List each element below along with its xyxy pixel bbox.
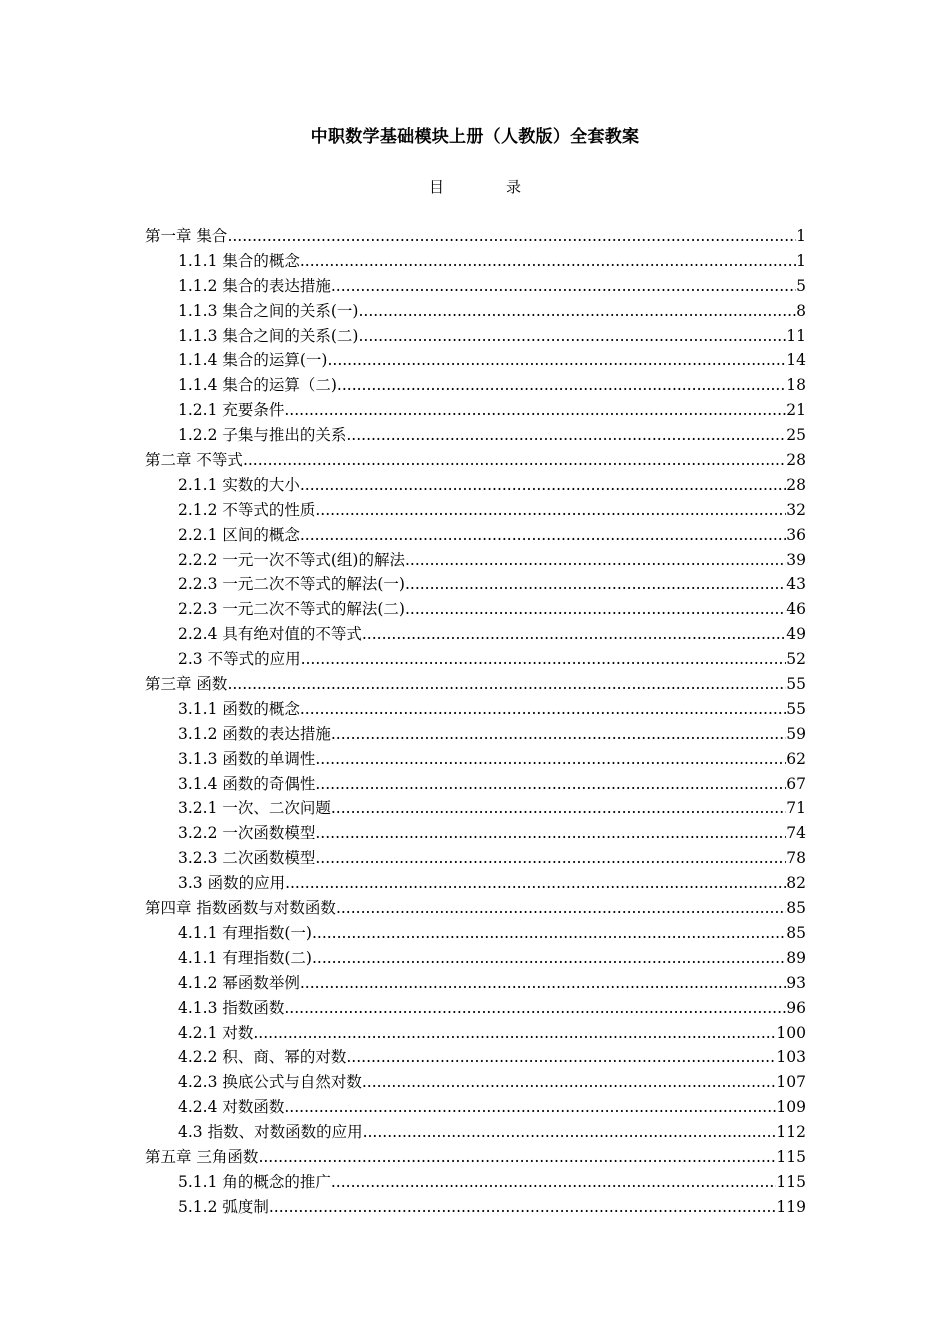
toc-entry-label: 4.1.1 有理指数(二) <box>178 948 312 967</box>
toc-page-number: 100 <box>776 1023 806 1042</box>
toc-section-entry[interactable] <box>145 348 806 373</box>
toc-dot-leader <box>315 846 786 871</box>
toc-heading-char-2: 录 <box>506 178 522 196</box>
table-of-contents <box>145 224 806 1220</box>
toc-dot-leader <box>363 1120 777 1145</box>
toc-dot-leader <box>300 473 786 498</box>
toc-entry-label: 4.2.3 换底公式与自然对数 <box>178 1073 362 1092</box>
toc-entry-label: 4.2.1 对数 <box>178 1023 254 1042</box>
toc-entry-label: 1.1.4 集合的运算（二) <box>178 376 337 395</box>
toc-dot-leader <box>301 647 787 672</box>
toc-page-number: 115 <box>776 1172 806 1191</box>
toc-entry-label: 2.1.1 实数的大小 <box>178 475 300 494</box>
toc-entry-label: 3.2.1 一次、二次问题 <box>178 799 331 818</box>
toc-dot-leader <box>284 1095 776 1120</box>
toc-entry-label: 第一章 集合 <box>145 227 228 245</box>
toc-page-number: 71 <box>786 799 806 818</box>
toc-section-entry[interactable] <box>145 846 806 871</box>
toc-section-entry[interactable] <box>145 324 806 349</box>
toc-dot-leader <box>269 1195 777 1220</box>
toc-dot-leader <box>315 747 786 772</box>
toc-section-entry[interactable] <box>145 423 806 448</box>
toc-page-number: 32 <box>786 500 806 519</box>
toc-entry-label: 第二章 不等式 <box>145 451 243 470</box>
toc-section-entry[interactable] <box>145 971 806 996</box>
toc-entry-label: 4.3 指数、对数函数的应用 <box>178 1123 363 1142</box>
toc-section-entry[interactable] <box>145 946 806 971</box>
toc-entry-label: 1.1.1 集合的概念 <box>178 251 300 270</box>
toc-page-number: 119 <box>776 1197 806 1216</box>
toc-entry-label: 2.2.4 具有绝对值的不等式 <box>178 625 362 644</box>
toc-page-number: 93 <box>786 973 806 992</box>
toc-entry-label: 4.2.2 积、商、幂的对数 <box>178 1048 347 1067</box>
toc-section-entry[interactable] <box>145 747 806 772</box>
toc-page-number: 55 <box>786 699 806 718</box>
toc-section-entry[interactable] <box>145 697 806 722</box>
toc-entry-label: 2.2.2 一元一次不等式(组)的解法 <box>178 550 405 569</box>
toc-dot-leader <box>227 224 796 249</box>
toc-dot-leader <box>285 871 786 896</box>
toc-page-number: 8 <box>796 301 806 320</box>
toc-entry-label: 3.1.2 函数的表达措施 <box>178 724 331 743</box>
toc-section-entry[interactable] <box>145 373 806 398</box>
toc-dot-leader <box>315 498 786 523</box>
toc-heading-char-1: 目 <box>428 178 444 196</box>
toc-page-number: 52 <box>786 650 806 669</box>
toc-dot-leader <box>358 324 786 349</box>
toc-section-entry[interactable] <box>145 548 806 573</box>
toc-section-entry[interactable] <box>145 821 806 846</box>
toc-page-number: 89 <box>786 948 806 967</box>
toc-dot-leader <box>300 697 786 722</box>
toc-page-number: 1 <box>796 251 806 270</box>
toc-dot-leader <box>327 348 786 373</box>
toc-entry-label: 3.2.2 一次函数模型 <box>178 824 316 843</box>
toc-dot-leader <box>331 722 786 747</box>
toc-chapter-entry[interactable] <box>145 448 806 473</box>
toc-dot-leader <box>358 299 796 324</box>
toc-section-entry[interactable] <box>145 796 806 821</box>
toc-page-number: 112 <box>776 1123 806 1142</box>
toc-section-entry[interactable] <box>145 772 806 797</box>
toc-dot-leader <box>346 1045 776 1070</box>
toc-chapter-entry[interactable] <box>145 224 806 249</box>
toc-section-entry[interactable] <box>145 921 806 946</box>
toc-entry-label: 3.1.1 函数的概念 <box>178 699 300 718</box>
toc-section-entry[interactable] <box>145 647 806 672</box>
toc-section-entry[interactable] <box>145 473 806 498</box>
toc-section-entry[interactable] <box>145 722 806 747</box>
toc-entry-label: 2.1.2 不等式的性质 <box>178 500 316 519</box>
toc-dot-leader <box>284 996 786 1021</box>
toc-page-number: 103 <box>776 1048 806 1067</box>
toc-entry-label: 第三章 函数 <box>145 675 228 694</box>
toc-page-number: 109 <box>776 1098 806 1117</box>
toc-section-entry[interactable] <box>145 523 806 548</box>
toc-entry-label: 第四章 指数函数与对数函数 <box>145 899 336 918</box>
toc-entry-label: 2.2.3 一元二次不等式的解法(一) <box>178 575 405 594</box>
toc-page-number: 55 <box>786 675 806 694</box>
toc-page-number: 43 <box>786 575 806 594</box>
toc-dot-leader <box>331 796 786 821</box>
toc-section-entry[interactable] <box>145 597 806 622</box>
toc-section-entry[interactable] <box>145 398 806 423</box>
toc-page-number: 14 <box>786 351 806 370</box>
toc-dot-leader <box>405 572 786 597</box>
toc-dot-leader <box>253 1021 776 1046</box>
toc-section-entry[interactable] <box>145 1070 806 1095</box>
toc-dot-leader <box>300 523 786 548</box>
toc-section-entry[interactable] <box>145 498 806 523</box>
toc-chapter-entry[interactable] <box>145 672 806 697</box>
toc-page-number: 62 <box>786 749 806 768</box>
toc-page-number: 49 <box>786 625 806 644</box>
toc-dot-leader <box>405 548 786 573</box>
toc-dot-leader <box>312 946 786 971</box>
toc-page-number: 11 <box>786 326 806 345</box>
toc-dot-leader <box>337 373 786 398</box>
toc-section-entry[interactable] <box>145 1095 806 1120</box>
toc-entry-label: 4.1.3 指数函数 <box>178 998 285 1017</box>
toc-section-entry[interactable] <box>145 299 806 324</box>
toc-page-number: 18 <box>786 376 806 395</box>
toc-page-number: 96 <box>786 998 806 1017</box>
toc-section-entry[interactable] <box>145 996 806 1021</box>
toc-page-number: 82 <box>786 874 806 893</box>
toc-entry-label: 3.3 函数的应用 <box>178 874 286 893</box>
toc-entry-label: 1.2.1 充要条件 <box>178 401 285 420</box>
toc-entry-label: 5.1.1 角的概念的推广 <box>178 1172 331 1191</box>
toc-section-entry[interactable] <box>145 274 806 299</box>
toc-section-entry[interactable] <box>145 1120 806 1145</box>
toc-entry-label: 1.2.2 子集与推出的关系 <box>178 426 347 445</box>
toc-page-number: 5 <box>796 276 806 295</box>
toc-dot-leader <box>315 821 786 846</box>
toc-entry-label: 3.1.4 函数的奇偶性 <box>178 774 316 793</box>
toc-dot-leader <box>312 921 786 946</box>
toc-entry-label: 2.2.1 区间的概念 <box>178 525 300 544</box>
toc-section-entry[interactable] <box>145 622 806 647</box>
toc-section-entry[interactable] <box>145 1170 806 1195</box>
toc-section-entry[interactable] <box>145 1045 806 1070</box>
toc-page-number: 28 <box>786 451 806 470</box>
toc-entry-label: 第五章 三角函数 <box>145 1147 259 1166</box>
toc-page-number: 74 <box>786 824 806 843</box>
toc-dot-leader <box>315 772 786 797</box>
toc-page-number: 59 <box>786 724 806 743</box>
toc-page-number: 39 <box>786 550 806 569</box>
toc-entry-label: 1.1.3 集合之间的关系(二) <box>178 326 359 345</box>
toc-page-number: 107 <box>776 1073 806 1092</box>
toc-entry-label: 4.1.2 幂函数举例 <box>178 973 300 992</box>
toc-chapter-entry[interactable] <box>145 1145 806 1170</box>
toc-dot-leader <box>336 896 786 921</box>
toc-entry-label: 1.1.4 集合的运算(一) <box>178 351 328 370</box>
toc-dot-leader <box>405 597 786 622</box>
toc-page-number: 85 <box>786 923 806 942</box>
document-title: 中职数学基础模块上册（人教版）全套教案 <box>310 127 640 147</box>
toc-section-entry[interactable] <box>145 871 806 896</box>
toc-page-number: 85 <box>786 899 806 918</box>
toc-page-number: 36 <box>786 525 806 544</box>
toc-dot-leader <box>284 398 786 423</box>
toc-dot-leader <box>331 1170 777 1195</box>
toc-page-number: 78 <box>786 849 806 868</box>
toc-page-number: 115 <box>776 1147 806 1166</box>
toc-dot-leader <box>346 423 786 448</box>
toc-entry-label: 3.1.3 函数的单调性 <box>178 749 316 768</box>
toc-entry-label: 4.1.1 有理指数(一) <box>178 923 312 942</box>
toc-section-entry[interactable] <box>145 1021 806 1046</box>
toc-entry-label: 4.2.4 对数函数 <box>178 1098 285 1117</box>
toc-entry-label: 1.1.2 集合的表达措施 <box>178 276 331 295</box>
toc-entry-label: 3.2.3 二次函数模型 <box>178 849 316 868</box>
toc-dot-leader <box>300 249 796 274</box>
toc-dot-leader <box>258 1145 776 1170</box>
toc-page-number: 46 <box>786 600 806 619</box>
toc-heading <box>0 176 950 198</box>
toc-chapter-entry[interactable] <box>145 896 806 921</box>
toc-entry-label: 2.3 不等式的应用 <box>178 650 301 669</box>
toc-entry-label: 5.1.2 弧度制 <box>178 1197 269 1216</box>
toc-page-number: 21 <box>786 401 806 420</box>
toc-page-number: 1 <box>796 227 806 245</box>
toc-entry-label: 1.1.3 集合之间的关系(一) <box>178 301 359 320</box>
toc-section-entry[interactable] <box>145 1195 806 1220</box>
toc-dot-leader <box>300 971 786 996</box>
toc-section-entry[interactable] <box>145 572 806 597</box>
toc-dot-leader <box>362 1070 777 1095</box>
toc-dot-leader <box>331 274 796 299</box>
toc-page-number: 25 <box>786 426 806 445</box>
toc-section-entry[interactable] <box>145 249 806 274</box>
toc-dot-leader <box>362 622 786 647</box>
toc-dot-leader <box>227 672 786 697</box>
toc-dot-leader <box>243 448 786 473</box>
toc-page-number: 67 <box>786 774 806 793</box>
toc-entry-label: 2.2.3 一元二次不等式的解法(二) <box>178 600 405 619</box>
toc-page-number: 28 <box>786 475 806 494</box>
